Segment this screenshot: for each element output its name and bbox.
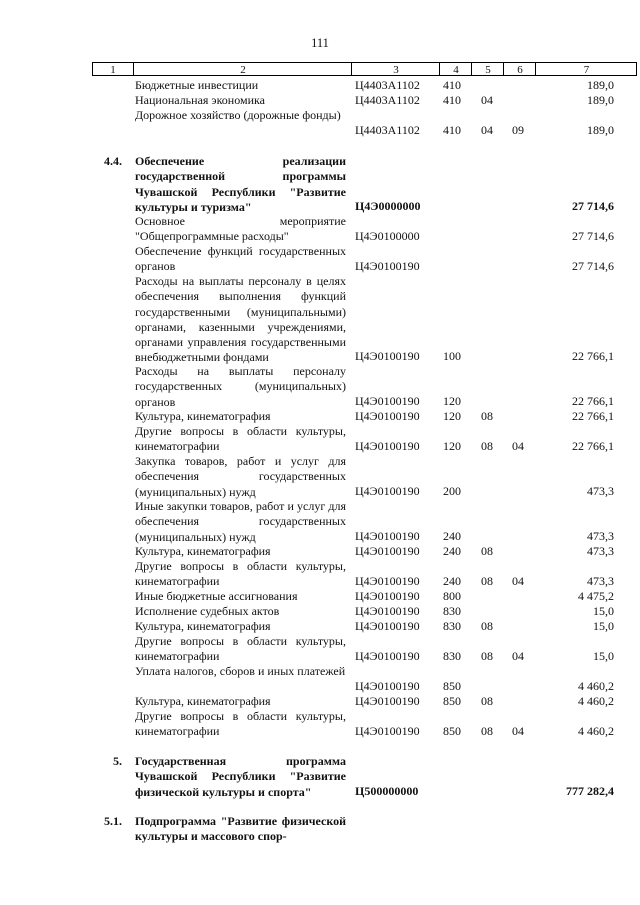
- row-name: Основное мероприятие "Общепрограммные расходы": [135, 214, 346, 244]
- row-amount: 22 766,1: [572, 394, 614, 408]
- row-col4: 830: [443, 604, 461, 618]
- row-name: Другие вопросы в области культуры, кинематографии: [135, 559, 346, 589]
- row-col4: 240: [443, 574, 461, 588]
- row-col5: 04: [481, 123, 493, 137]
- header-col-1: 1: [110, 64, 116, 76]
- row-code: Ц4Э0100190: [355, 259, 420, 273]
- header-col-5: 5: [471, 63, 504, 75]
- row-col4: 850: [443, 694, 461, 708]
- row-col4: 410: [443, 93, 461, 107]
- row-number: 5.: [113, 754, 122, 768]
- row-col6: 04: [512, 439, 524, 453]
- row-amount: 27 714,6: [572, 259, 614, 273]
- row-code: Ц4Э0100190: [355, 544, 420, 558]
- header-col-3: 3: [351, 63, 440, 75]
- row-col4: 410: [443, 78, 461, 92]
- row-code: Ц4Э0100190: [355, 574, 420, 588]
- row-amount: 27 714,6: [572, 229, 614, 243]
- row-name: Подпрограмма "Развитие физической культуры и массового спор-: [135, 814, 346, 844]
- row-name: Иные закупки товаров, работ и услуг для обеспечения государственных (муниципальных) нужд: [135, 499, 346, 544]
- page-number: 111: [311, 36, 329, 50]
- row-col5: 08: [481, 409, 493, 423]
- row-amount: 15,0: [593, 619, 614, 633]
- row-name: Обеспечение реализации государственной программы Чувашской Республики "Развитие культуры и туризма": [135, 154, 346, 214]
- row-code: Ц4403А1102: [355, 123, 420, 137]
- row-amount: 15,0: [593, 649, 614, 663]
- row-name: Уплата налогов, сборов и иных платежей: [135, 664, 346, 678]
- row-col5: 08: [481, 574, 493, 588]
- row-amount: 27 714,6: [572, 199, 614, 213]
- row-code: Ц4Э0100190: [355, 349, 420, 363]
- row-col5: 04: [481, 93, 493, 107]
- row-code: Ц4Э0100000: [355, 229, 420, 243]
- row-col4: 240: [443, 544, 461, 558]
- row-col5: 08: [481, 694, 493, 708]
- row-code: Ц4Э0100190: [355, 724, 420, 738]
- row-amount: 473,3: [587, 544, 614, 558]
- row-col6: 04: [512, 649, 524, 663]
- row-code: Ц4Э0100190: [355, 529, 420, 543]
- row-col5: 08: [481, 439, 493, 453]
- row-amount: 22 766,1: [572, 409, 614, 423]
- row-amount: 4 460,2: [578, 724, 614, 738]
- row-code: Ц4Э0100190: [355, 604, 420, 618]
- row-amount: 22 766,1: [572, 349, 614, 363]
- row-col4: 120: [443, 394, 461, 408]
- row-code: Ц4Э0100190: [355, 694, 420, 708]
- row-name: Культура, кинематография: [135, 409, 271, 423]
- row-col4: 100: [443, 349, 461, 363]
- row-code: Ц4Э0100190: [355, 679, 420, 693]
- row-name: Другие вопросы в области культуры, кинематографии: [135, 709, 346, 739]
- row-name: Национальная экономика: [135, 93, 265, 107]
- header-col-6: 6: [503, 63, 536, 75]
- row-col4: 830: [443, 649, 461, 663]
- header-col-7: 7: [535, 63, 637, 75]
- row-col4: 850: [443, 724, 461, 738]
- row-code: Ц500000000: [355, 784, 419, 798]
- row-amount: 22 766,1: [572, 439, 614, 453]
- row-col4: 850: [443, 679, 461, 693]
- row-number: 5.1.: [104, 814, 122, 828]
- row-name: Культура, кинематография: [135, 619, 271, 633]
- row-name: Закупка товаров, работ и услуг для обеспечения государственных (муниципальных) нужд: [135, 454, 346, 499]
- row-col4: 800: [443, 589, 461, 603]
- row-amount: 189,0: [587, 78, 614, 92]
- row-col6: 09: [512, 123, 524, 137]
- row-name: Культура, кинематография: [135, 544, 271, 558]
- row-col4: 120: [443, 439, 461, 453]
- row-amount: 473,3: [587, 529, 614, 543]
- row-amount: 473,3: [587, 484, 614, 498]
- row-code: Ц4Э0100190: [355, 589, 420, 603]
- row-col5: 08: [481, 649, 493, 663]
- row-name: Другие вопросы в области культуры, кинематографии: [135, 424, 346, 454]
- row-col6: 04: [512, 574, 524, 588]
- row-name: Дорожное хозяйство (дорожные фонды): [135, 108, 341, 122]
- row-name: Обеспечение функций государственных органов: [135, 244, 346, 274]
- row-name: Расходы на выплаты персоналу государственных (муниципальных) органов: [135, 364, 346, 409]
- row-col5: 08: [481, 544, 493, 558]
- row-name: Расходы на выплаты персоналу в целях обеспечения выполнения функций государственными (муниципальными) органами, казенными учреждениями, органами управления государственными внебюджетными фондами: [135, 274, 346, 365]
- row-amount: 189,0: [587, 123, 614, 137]
- row-name: Культура, кинематография: [135, 694, 271, 708]
- row-code: Ц4Э0100190: [355, 649, 420, 663]
- row-col4: 410: [443, 123, 461, 137]
- row-name: Другие вопросы в области культуры, кинематографии: [135, 634, 346, 664]
- row-col4: 120: [443, 409, 461, 423]
- row-amount: 4 460,2: [578, 679, 614, 693]
- row-amount: 4 475,2: [578, 589, 614, 603]
- row-amount: 473,3: [587, 574, 614, 588]
- row-col6: 04: [512, 724, 524, 738]
- row-number: 4.4.: [104, 154, 122, 168]
- row-code: Ц4Э0100190: [355, 409, 420, 423]
- row-amount: 15,0: [593, 604, 614, 618]
- header-col-2: 2: [133, 63, 352, 75]
- row-code: Ц4Э0100190: [355, 439, 420, 453]
- row-col4: 200: [443, 484, 461, 498]
- table-header-row: [92, 62, 637, 76]
- row-code: Ц4Э0100190: [355, 484, 420, 498]
- row-name: Государственная программа Чувашской Республики "Развитие физической культуры и спорта": [135, 754, 346, 799]
- header-col-4: 4: [439, 63, 472, 75]
- row-name: Иные бюджетные ассигнования: [135, 589, 298, 603]
- row-code: Ц4Э0000000: [355, 199, 421, 213]
- row-amount: 189,0: [587, 93, 614, 107]
- row-col4: 240: [443, 529, 461, 543]
- row-code: Ц4Э0100190: [355, 619, 420, 633]
- row-amount: 777 282,4: [566, 784, 614, 798]
- row-code: Ц4403А1102: [355, 78, 420, 92]
- row-name: Исполнение судебных актов: [135, 604, 280, 618]
- row-name: Бюджетные инвестиции: [135, 78, 259, 92]
- row-col5: 08: [481, 724, 493, 738]
- row-amount: 4 460,2: [578, 694, 614, 708]
- row-code: Ц4Э0100190: [355, 394, 420, 408]
- row-col5: 08: [481, 619, 493, 633]
- row-col4: 830: [443, 619, 461, 633]
- row-code: Ц4403А1102: [355, 93, 420, 107]
